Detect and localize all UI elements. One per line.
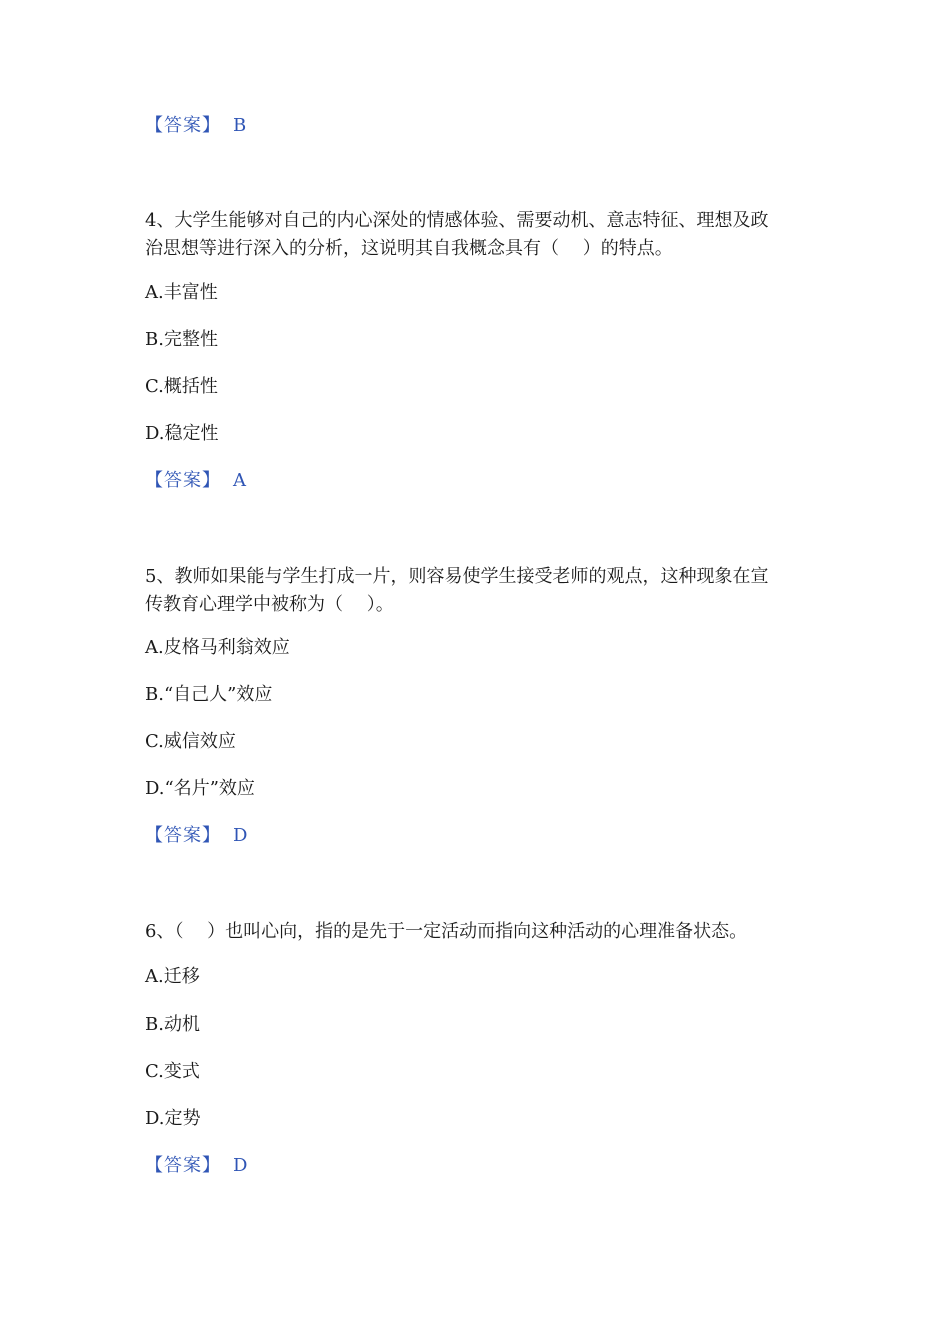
question-stem xyxy=(145,207,813,263)
answer-line xyxy=(145,114,246,138)
answer-label: 【答案】 xyxy=(145,1155,221,1176)
option-b: B.动机 xyxy=(145,1014,200,1035)
question-stem-line: 6、（ ）也叫心向，指的是先于一定活动而指向这种活动的心理准备状态。 xyxy=(145,921,748,942)
option-c: C.概括性 xyxy=(145,376,218,397)
answer-line xyxy=(145,1154,247,1178)
answer-label: 【答案】 xyxy=(145,470,221,491)
answer-label: 【答案】 xyxy=(145,825,221,846)
option-d: D.“名片”效应 xyxy=(145,778,255,799)
question-stem-line: 4、大学生能够对自己的内心深处的情感体验、需要动机、意志特征、理想及政 xyxy=(145,210,769,231)
question-stem-line: 治思想等进行深入的分析，这说明其自我概念具有（ ）的特点。 xyxy=(145,238,673,259)
answer-value: B xyxy=(233,115,247,136)
option-b: B.“自己人”效应 xyxy=(145,684,273,705)
answer-value: A xyxy=(233,470,246,491)
option-d: D.稳定性 xyxy=(145,423,219,444)
answer-value: D xyxy=(233,825,248,846)
answer-line xyxy=(145,469,246,493)
option-a: A.丰富性 xyxy=(145,282,218,303)
question-stem-line: 5、教师如果能与学生打成一片，则容易使学生接受老师的观点，这种现象在宣 xyxy=(145,566,769,587)
option-c: C.威信效应 xyxy=(145,731,236,752)
answer-value: D xyxy=(233,1155,248,1176)
option-d: D.定势 xyxy=(145,1108,201,1129)
answer-label: 【答案】 xyxy=(145,115,221,136)
question-stem-line: 传教育心理学中被称为（ ）。 xyxy=(145,594,394,615)
answer-line xyxy=(145,824,247,848)
question-stem xyxy=(145,918,813,946)
option-a: A.皮格马利翁效应 xyxy=(145,637,290,658)
option-a: A.迁移 xyxy=(145,966,200,987)
question-stem xyxy=(145,563,813,619)
option-c: C.变式 xyxy=(145,1061,200,1082)
option-b: B.完整性 xyxy=(145,329,218,350)
